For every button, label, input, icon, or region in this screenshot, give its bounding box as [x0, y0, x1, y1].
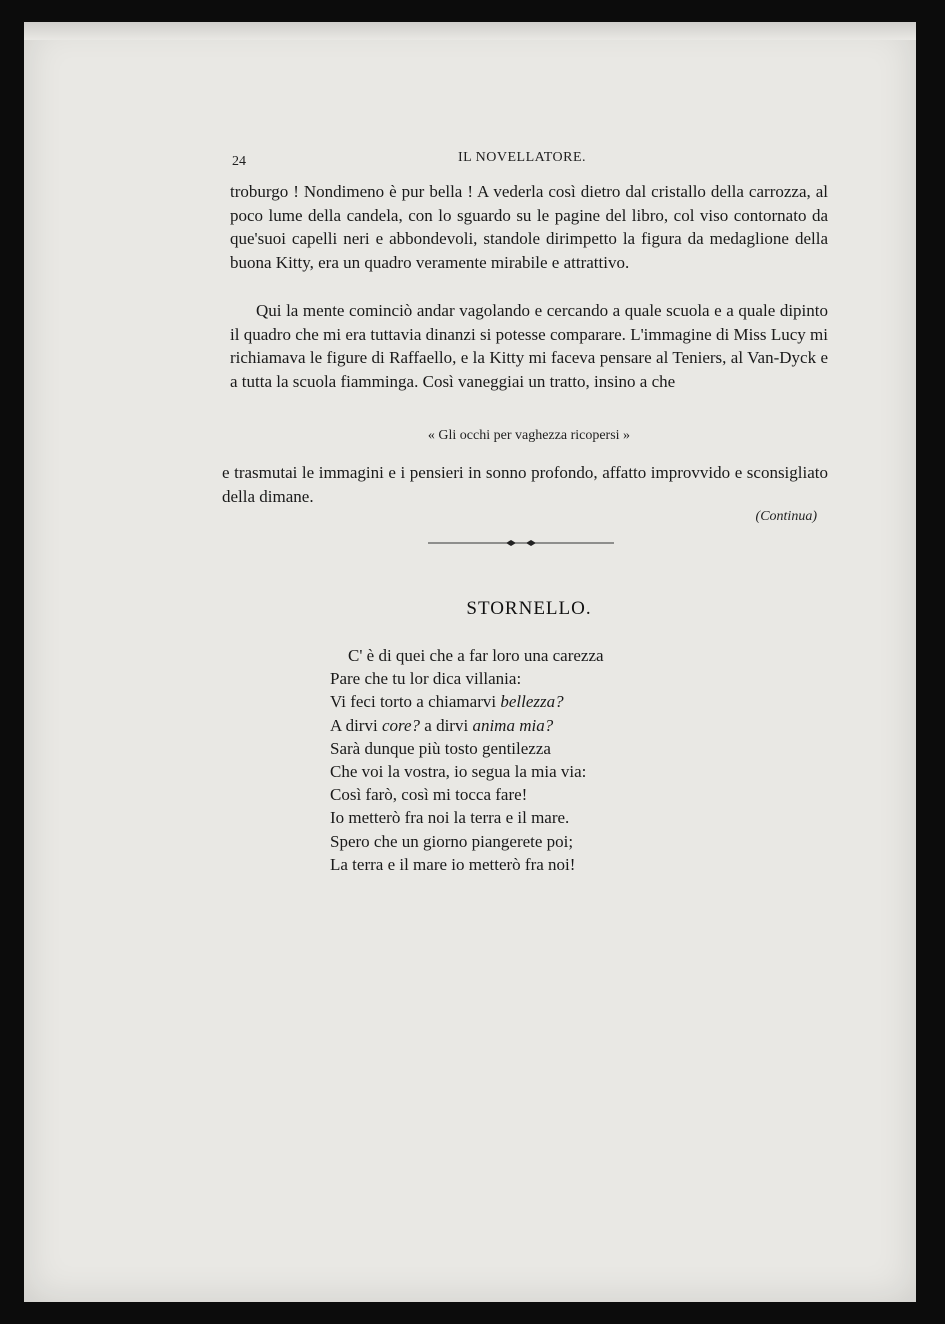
- poem-line-1: C' è di quei che a far loro una carezza: [348, 646, 604, 665]
- paragraph-1-text: troburgo ! Nondimeno è pur bella ! A vederla così dietro dal cristallo della carrozza, al poco lume della candela, con lo sguardo su le pagine del libro, col viso contornato da que'suoi capelli neri e abbondevoli, standole dirimpetto la figura da medaglione della buona Kitty, era un quadro veramente mirabile e attrattivo.: [230, 182, 828, 272]
- page-header: [232, 150, 812, 172]
- poem-line-8: Io metterò fra noi la terra e il mare.: [330, 808, 570, 828]
- page-top-edge: [24, 22, 916, 40]
- poem-line-3-emphasis: bellezza?: [500, 692, 564, 712]
- poem-line-9: Spero che un giorno piangerete poi;: [330, 831, 574, 851]
- running-title: IL NOVELLATORE.: [457, 150, 587, 165]
- verse-quotation: « Gli occhi per vaghezza ricopersi »: [427, 428, 631, 443]
- poem-line-4-text-a: A dirvi: [330, 715, 382, 735]
- paragraph-3: [222, 461, 828, 508]
- poem-line-4-emphasis-a: core?: [381, 715, 421, 735]
- ornamental-separator: [428, 537, 614, 549]
- page-number: 24: [232, 154, 246, 169]
- poem-line-7: Così farò, così mi tocca fare!: [330, 785, 528, 805]
- paragraph-2: [230, 299, 828, 393]
- poem-line-4: [330, 714, 750, 737]
- poem-line-2: Pare che tu lor dica villania:: [330, 669, 522, 689]
- paragraph-3-text: e trasmutai le immagini e i pensieri in sonno profondo, affatto improvvido e sconsigliato della dimane.: [222, 463, 828, 506]
- paragraph-2-text: Qui la mente cominciò andar vagolando e cercando a quale scuola e a quale dipinto il quadro che mi era tuttavia dinanzi si potesse comparare. L'immagine di Miss Lucy mi richiamava le figure di Raffaello, e la Kitty mi faceva pensare al Teniers, al Van-Dyck e a tutta la scuola fiamminga. Così vaneggiai un tratto, insino a che: [230, 301, 828, 391]
- poem-body: [330, 644, 750, 876]
- poem-line-3: [330, 690, 750, 713]
- poem-line-5: Sarà dunque più tosto gentilezza: [330, 738, 551, 758]
- poem-line-3-text: Vi feci torto a chiamarvi: [330, 692, 501, 712]
- poem-line-4-emphasis-b: anima mia?: [472, 715, 554, 735]
- poem-line-10: La terra e il mare io metterò fra noi!: [330, 854, 576, 874]
- poem-title: STORNELLO.: [466, 598, 592, 619]
- continua-note: (Continua): [755, 509, 817, 524]
- poem-line-6: Che voi la vostra, io segua la mia via:: [330, 762, 587, 782]
- paragraph-1: [230, 180, 828, 274]
- poem-line-4-text-b: a dirvi: [420, 715, 473, 735]
